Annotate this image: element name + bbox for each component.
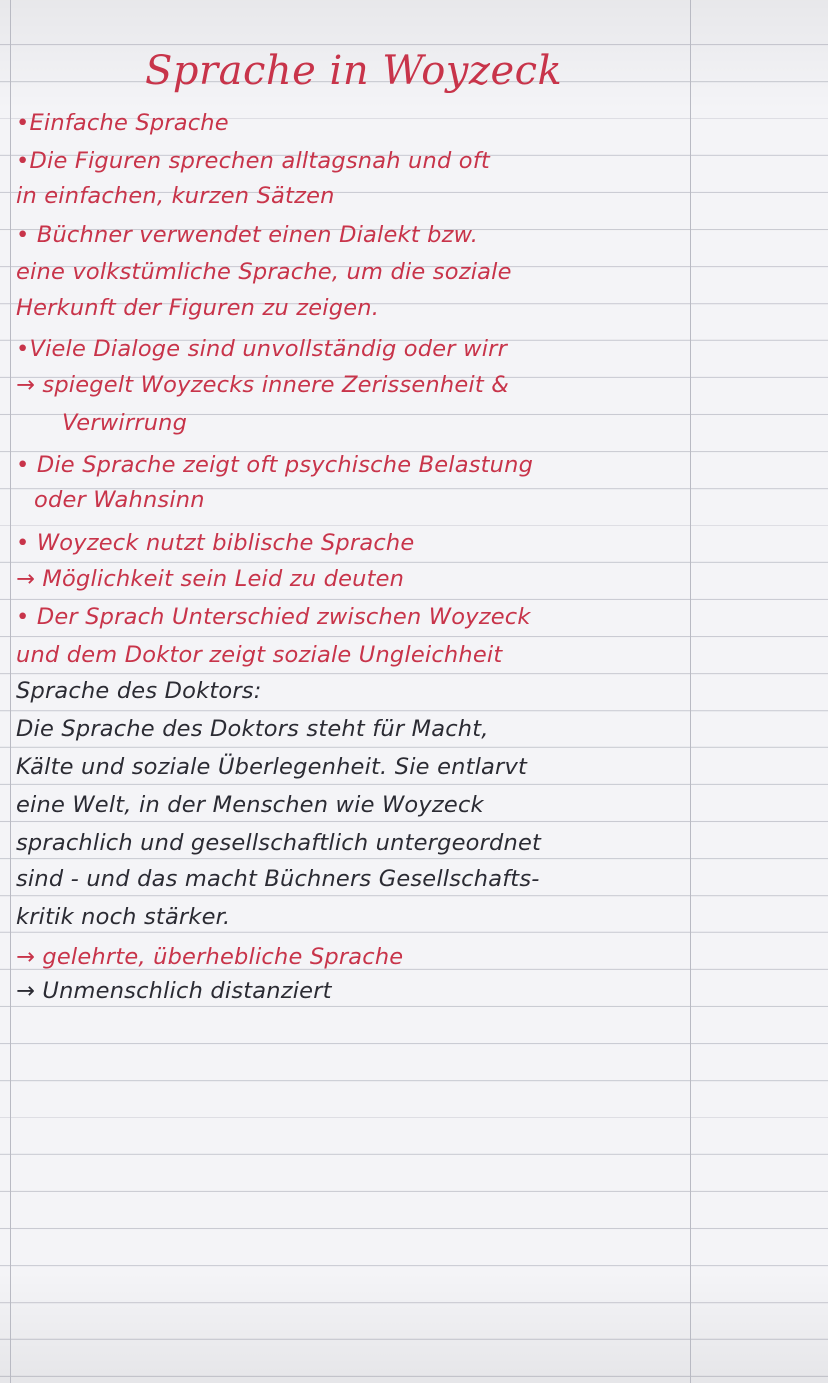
text-line: in einfachen, kurzen Sätzen <box>16 183 335 209</box>
text-line: sind - und das macht Büchners Gesellschafts- <box>16 866 540 892</box>
bullet-language-difference: • Der Sprach Unterschied zwischen Woyzeck <box>16 604 531 630</box>
bullet-simple-language: •Einfache Sprache <box>16 110 229 136</box>
text-line: sprachlich und gesellschaftlich untergeordnet <box>16 830 542 856</box>
bullet-biblical-language: • Woyzeck nutzt biblische Sprache <box>16 530 415 556</box>
bullet-incomplete-dialogues: •Viele Dialoge sind unvollständig oder wirr <box>16 336 508 362</box>
text-line: kritik noch stärker. <box>16 904 231 930</box>
text-line: eine volkstümliche Sprache, um die soziale <box>16 259 512 285</box>
text-line: Verwirrung <box>62 410 188 436</box>
text-line: Herkunft der Figuren zu zeigen. <box>16 295 380 321</box>
section-heading-doctor: Sprache des Doktors: <box>16 678 262 704</box>
page-title: Sprache in Woyzeck <box>145 48 563 94</box>
text-line: und dem Doktor zeigt soziale Ungleichheit <box>16 642 503 668</box>
left-margin-line <box>10 0 11 1383</box>
bullet-dialect: • Büchner verwendet einen Dialekt bzw. <box>16 222 479 248</box>
bullet-psychological-strain: • Die Sprache zeigt oft psychische Belastung <box>16 452 534 478</box>
text-line: eine Welt, in der Menschen wie Woyzeck <box>16 792 484 818</box>
text-line: oder Wahnsinn <box>34 487 205 513</box>
arrow-note: → Unmenschlich distanziert <box>16 978 332 1004</box>
right-margin-line <box>690 0 691 1383</box>
bullet-everyday-speech: •Die Figuren sprechen alltagsnah und oft <box>16 148 490 174</box>
arrow-note: → gelehrte, überhebliche Sprache <box>16 944 404 970</box>
text-line: Die Sprache des Doktors steht für Macht, <box>16 716 489 742</box>
arrow-note: → spiegelt Woyzecks innere Zerissenheit & <box>16 372 509 398</box>
text-line: Kälte und soziale Überlegenheit. Sie entlarvt <box>16 754 528 780</box>
arrow-note: → Möglichkeit sein Leid zu deuten <box>16 566 405 592</box>
